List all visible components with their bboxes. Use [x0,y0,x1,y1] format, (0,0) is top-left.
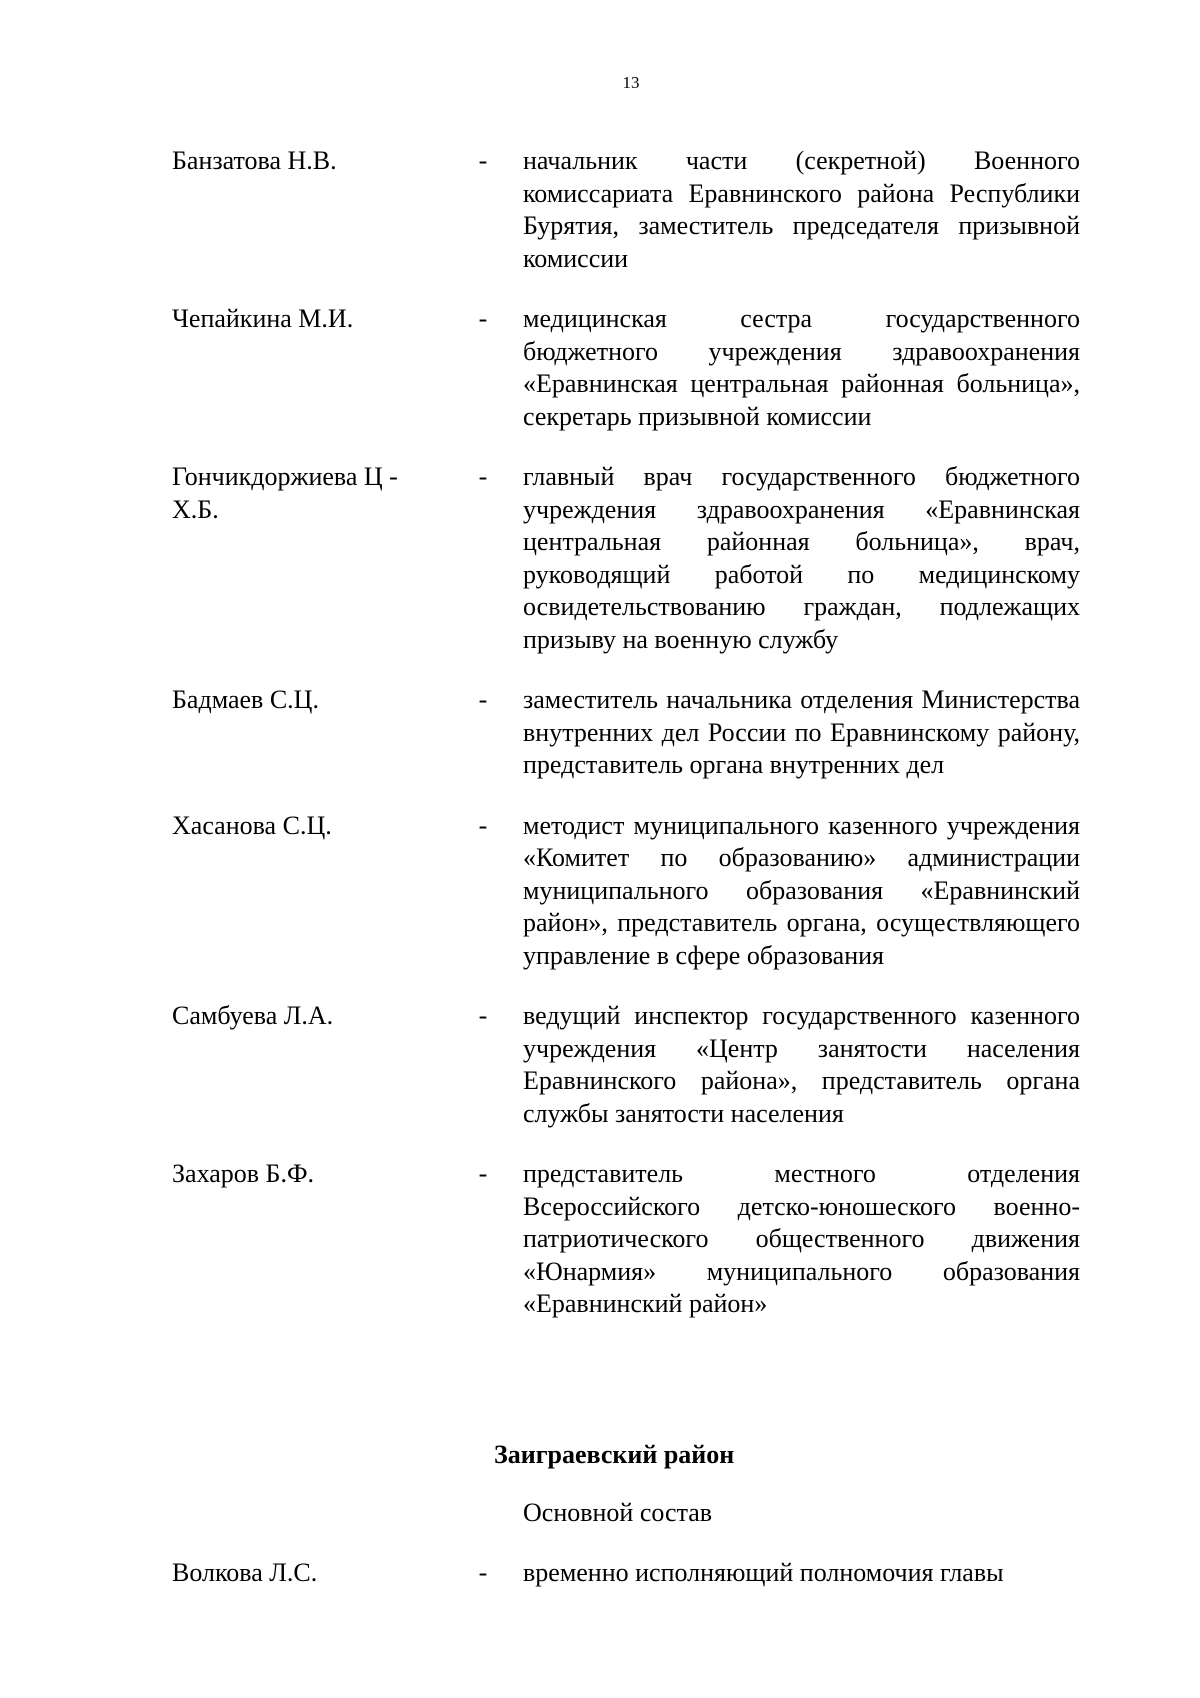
member-entry [0,1158,1200,1321]
member-dash: - [478,685,488,714]
member-name: Захаров Б.Ф. [172,1159,315,1188]
member-description: медицинская сестра государственного бюджетного учреждения здравоохранения «Еравнинская центральная районная больница», секретарь призывной комиссии [523,304,1080,431]
member-dash: - [478,810,488,840]
member-name: Хасанова С.Ц. [172,810,332,840]
member-name: Бадмаев С.Ц. [172,685,319,714]
member-dash: - [478,1001,488,1030]
member-dash: - [478,304,488,333]
member-description: методист муниципального казенного учреждения «Комитет по образованию» администрации муниципального образования «Еравнинский район», представитель органа, осуществляющего управление в сфере образования [523,810,1080,970]
member-dash: - [478,146,488,175]
subsection-title: Основной состав [523,1498,713,1527]
member-name: Банзатова Н.В. [172,146,337,175]
member-dash: - [478,1159,488,1188]
member-name: Гончикдоржиева Ц - Х.Б. [172,462,398,524]
member-name: Чепайкина М.И. [172,304,354,333]
member-entry [0,684,1200,782]
member-dash: - [478,1558,488,1587]
member-description: представитель местного отделения Всероссийского детско-юношеского военно-патриотического общественного движения «Юнармия» муниципального образования «Еравнинский район» [523,1159,1080,1318]
page-number: 13 [622,73,640,92]
member-description: главный врач государственного бюджетного учреждения здравоохранения «Еравнинская центральная районная больница», врач, руководящий работой по медицинскому освидетельствованию граждан, подлежащих призыву на военную службу [523,462,1080,654]
member-entry [0,461,1200,656]
member-description: временно исполняющий полномочия главы [523,1558,1004,1587]
section-title: Заиграевский район [494,1440,735,1469]
member-description: начальник части (секретной) Военного комиссариата Еравнинского района Республики Бурятия, заместитель председателя призывной комиссии [523,146,1080,273]
member-entry [0,810,1200,973]
member-name: Волкова Л.С. [172,1558,318,1587]
member-entry [0,1000,1200,1130]
member-dash: - [478,462,488,491]
member-entry [0,145,1200,275]
member-description: ведущий инспектор государственного казенного учреждения «Центр занятости населения Еравнинского района», представитель органа службы занятости населения [523,1001,1080,1128]
member-name: Самбуева Л.А. [172,1001,334,1030]
member-entry [0,1557,1200,1590]
member-description: заместитель начальника отделения Министерства внутренних дел России по Еравнинскому району, представитель органа внутренних дел [523,685,1080,779]
member-entry [0,303,1200,433]
commission-member-list [0,145,1200,1349]
